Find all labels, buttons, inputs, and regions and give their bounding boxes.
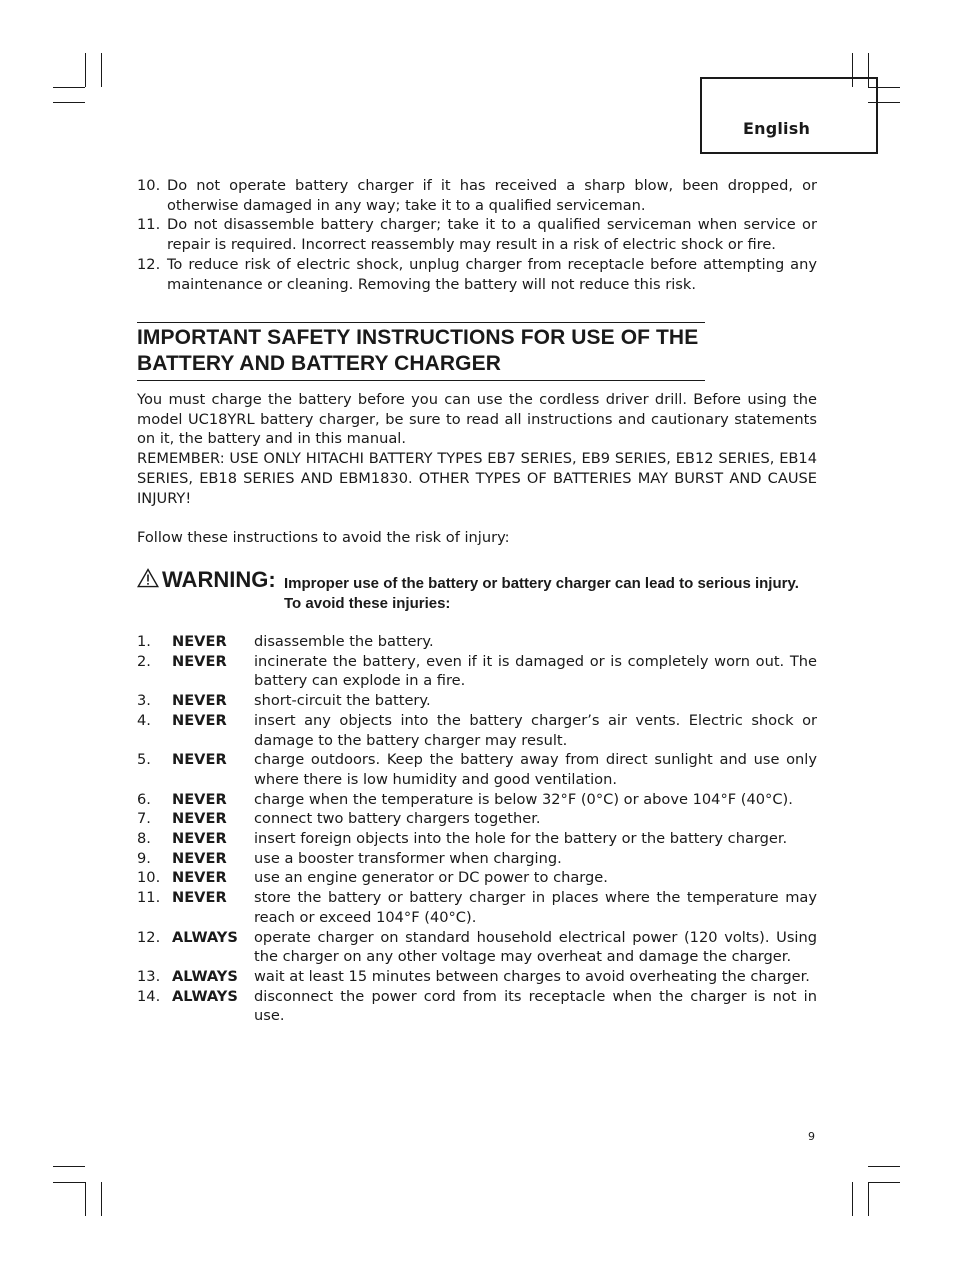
list-item xyxy=(137,255,817,294)
rule-item xyxy=(137,868,817,888)
crop-mark xyxy=(53,87,85,88)
rule-text: short-circuit the battery. xyxy=(254,692,431,710)
crop-mark xyxy=(85,1182,86,1216)
item-number: 10. xyxy=(137,177,161,194)
warning-label: WARNING: xyxy=(162,567,276,592)
item-text: To reduce risk of electric shock, unplug charger from receptacle before attempting any maintenance or cleaning. Removing the battery will not reduce this risk. xyxy=(167,255,817,293)
rule-item xyxy=(137,652,817,691)
rule-keyword: ALWAYS xyxy=(172,967,238,985)
rule-keyword: NEVER xyxy=(172,633,227,650)
rule-keyword: NEVER xyxy=(172,790,227,808)
warning-triangle-icon xyxy=(137,568,159,588)
crop-mark xyxy=(85,53,86,87)
crop-mark xyxy=(53,1182,85,1183)
rule-text: disassemble the battery. xyxy=(254,633,434,650)
rule-number: 9. xyxy=(137,849,151,867)
crop-mark xyxy=(53,1166,85,1167)
rule-text: insert any objects into the battery charger’s air vents. Electric shock or damage to the battery charger may result. xyxy=(254,711,817,749)
language-box xyxy=(700,77,878,154)
follow-instructions-text: Follow these instructions to avoid the risk of injury: xyxy=(137,529,510,546)
rule-number: 2. xyxy=(137,652,151,670)
rule-item xyxy=(137,849,817,869)
rule-item xyxy=(137,711,817,750)
crop-mark xyxy=(101,53,102,87)
rule-number: 1. xyxy=(137,633,151,650)
rule-keyword: ALWAYS xyxy=(172,928,238,946)
crop-mark xyxy=(868,1182,900,1183)
rule-keyword: NEVER xyxy=(172,751,227,769)
rule-item xyxy=(137,632,817,652)
rule-item xyxy=(137,967,817,987)
rule-item xyxy=(137,790,817,810)
rule-item xyxy=(137,829,817,849)
rule-number: 10. xyxy=(137,869,161,887)
rule-number: 7. xyxy=(137,810,151,828)
rule-number: 4. xyxy=(137,711,151,729)
rule-number: 12. xyxy=(137,928,161,946)
rule-item xyxy=(137,888,817,927)
rule-number: 8. xyxy=(137,830,151,848)
heading-rule-top xyxy=(137,322,705,323)
crop-mark xyxy=(852,1182,853,1216)
item-number: 12. xyxy=(137,255,161,273)
crop-mark xyxy=(868,1182,869,1216)
rule-text: operate charger on standard household electrical power (120 volts). Using the charger on any other voltage may overheat and damage the charger. xyxy=(254,928,817,966)
rule-number: 11. xyxy=(137,889,161,907)
list-item xyxy=(137,176,817,215)
list-item xyxy=(137,215,817,254)
rule-number: 5. xyxy=(137,751,151,769)
rule-text: charge outdoors. Keep the battery away from direct sunlight and use only where there is low humidity and good ventilation. xyxy=(254,751,817,788)
warning-line: Improper use of the battery or battery charger can lead to serious injury. xyxy=(284,575,799,592)
rule-keyword: NEVER xyxy=(172,830,227,848)
rule-text: incinerate the battery, even if it is damaged or is completely worn out. The battery can explode in a fire. xyxy=(254,652,817,690)
rule-item xyxy=(137,987,817,1026)
rule-keyword: NEVER xyxy=(172,849,227,867)
rule-keyword: ALWAYS xyxy=(172,987,238,1005)
warning-text xyxy=(284,574,817,613)
rule-keyword: NEVER xyxy=(172,692,227,710)
rule-keyword: NEVER xyxy=(172,810,227,828)
item-number: 11. xyxy=(137,216,161,234)
remember-text: REMEMBER: USE ONLY HITACHI BATTERY TYPES EB7 SERIES, EB9 SERIES, EB12 SERIES, EB14 SERIES, EB18 SERIES AND EBM1830. OTHER TYPES OF BATTERIES MAY BURST AND CAUSE INJURY! xyxy=(137,450,817,507)
rule-number: 6. xyxy=(137,790,151,808)
rule-keyword: NEVER xyxy=(172,652,227,670)
item-text: Do not operate battery charger if it has received a sharp blow, been dropped, or otherwise damaged in any way; take it to a qualified serviceman. xyxy=(167,177,817,214)
crop-mark xyxy=(101,1182,102,1216)
rule-item xyxy=(137,750,817,789)
language-label: English xyxy=(743,119,811,138)
page-number: 9 xyxy=(808,1130,815,1143)
crop-mark xyxy=(868,1166,900,1167)
rule-text: charge when the temperature is below 32°F (0°C) or above 104°F (40°C). xyxy=(254,790,793,808)
rule-text: wait at least 15 minutes between charges to avoid overheating the charger. xyxy=(254,967,810,985)
warning-line: To avoid these injuries: xyxy=(284,594,451,612)
battery-safety-rules xyxy=(137,632,817,1026)
rule-text: insert foreign objects into the hole for the battery or the battery charger. xyxy=(254,830,788,848)
rule-text: use an engine generator or DC power to charge. xyxy=(254,869,608,887)
section-heading xyxy=(137,325,757,377)
rule-item xyxy=(137,691,817,711)
heading-line: IMPORTANT SAFETY INSTRUCTIONS FOR USE OF THE xyxy=(137,326,699,349)
rule-number: 13. xyxy=(137,967,161,985)
heading-rule-bottom xyxy=(137,380,705,381)
item-text: Do not disassemble battery charger; take it to a qualified serviceman when service or repair is required. Incorrect reassembly may result in a risk of electric shock or fire. xyxy=(167,216,817,254)
rule-number: 3. xyxy=(137,692,151,710)
rule-item xyxy=(137,928,817,967)
intro-text: You must charge the battery before you can use the cordless driver drill. Before using the model UC18YRL battery charger, be sure to read all instructions and cautionary statements on it, the battery and in this manual. xyxy=(137,391,817,448)
intro-paragraph xyxy=(137,390,817,508)
rule-number: 14. xyxy=(137,987,161,1005)
rule-keyword: NEVER xyxy=(172,711,227,729)
rule-item xyxy=(137,809,817,829)
charger-precautions-list xyxy=(137,176,817,294)
rule-keyword: NEVER xyxy=(172,869,227,887)
rule-text: store the battery or battery charger in places where the temperature may reach or exceed 104°F (40°C). xyxy=(254,889,817,926)
heading-line: BATTERY AND BATTERY CHARGER xyxy=(137,352,501,375)
rule-text: disconnect the power cord from its receptacle when the charger is not in use. xyxy=(254,987,817,1025)
rule-text: connect two battery chargers together. xyxy=(254,810,541,828)
rule-keyword: NEVER xyxy=(172,889,227,907)
rule-text: use a booster transformer when charging. xyxy=(254,849,562,867)
crop-mark xyxy=(53,102,85,103)
